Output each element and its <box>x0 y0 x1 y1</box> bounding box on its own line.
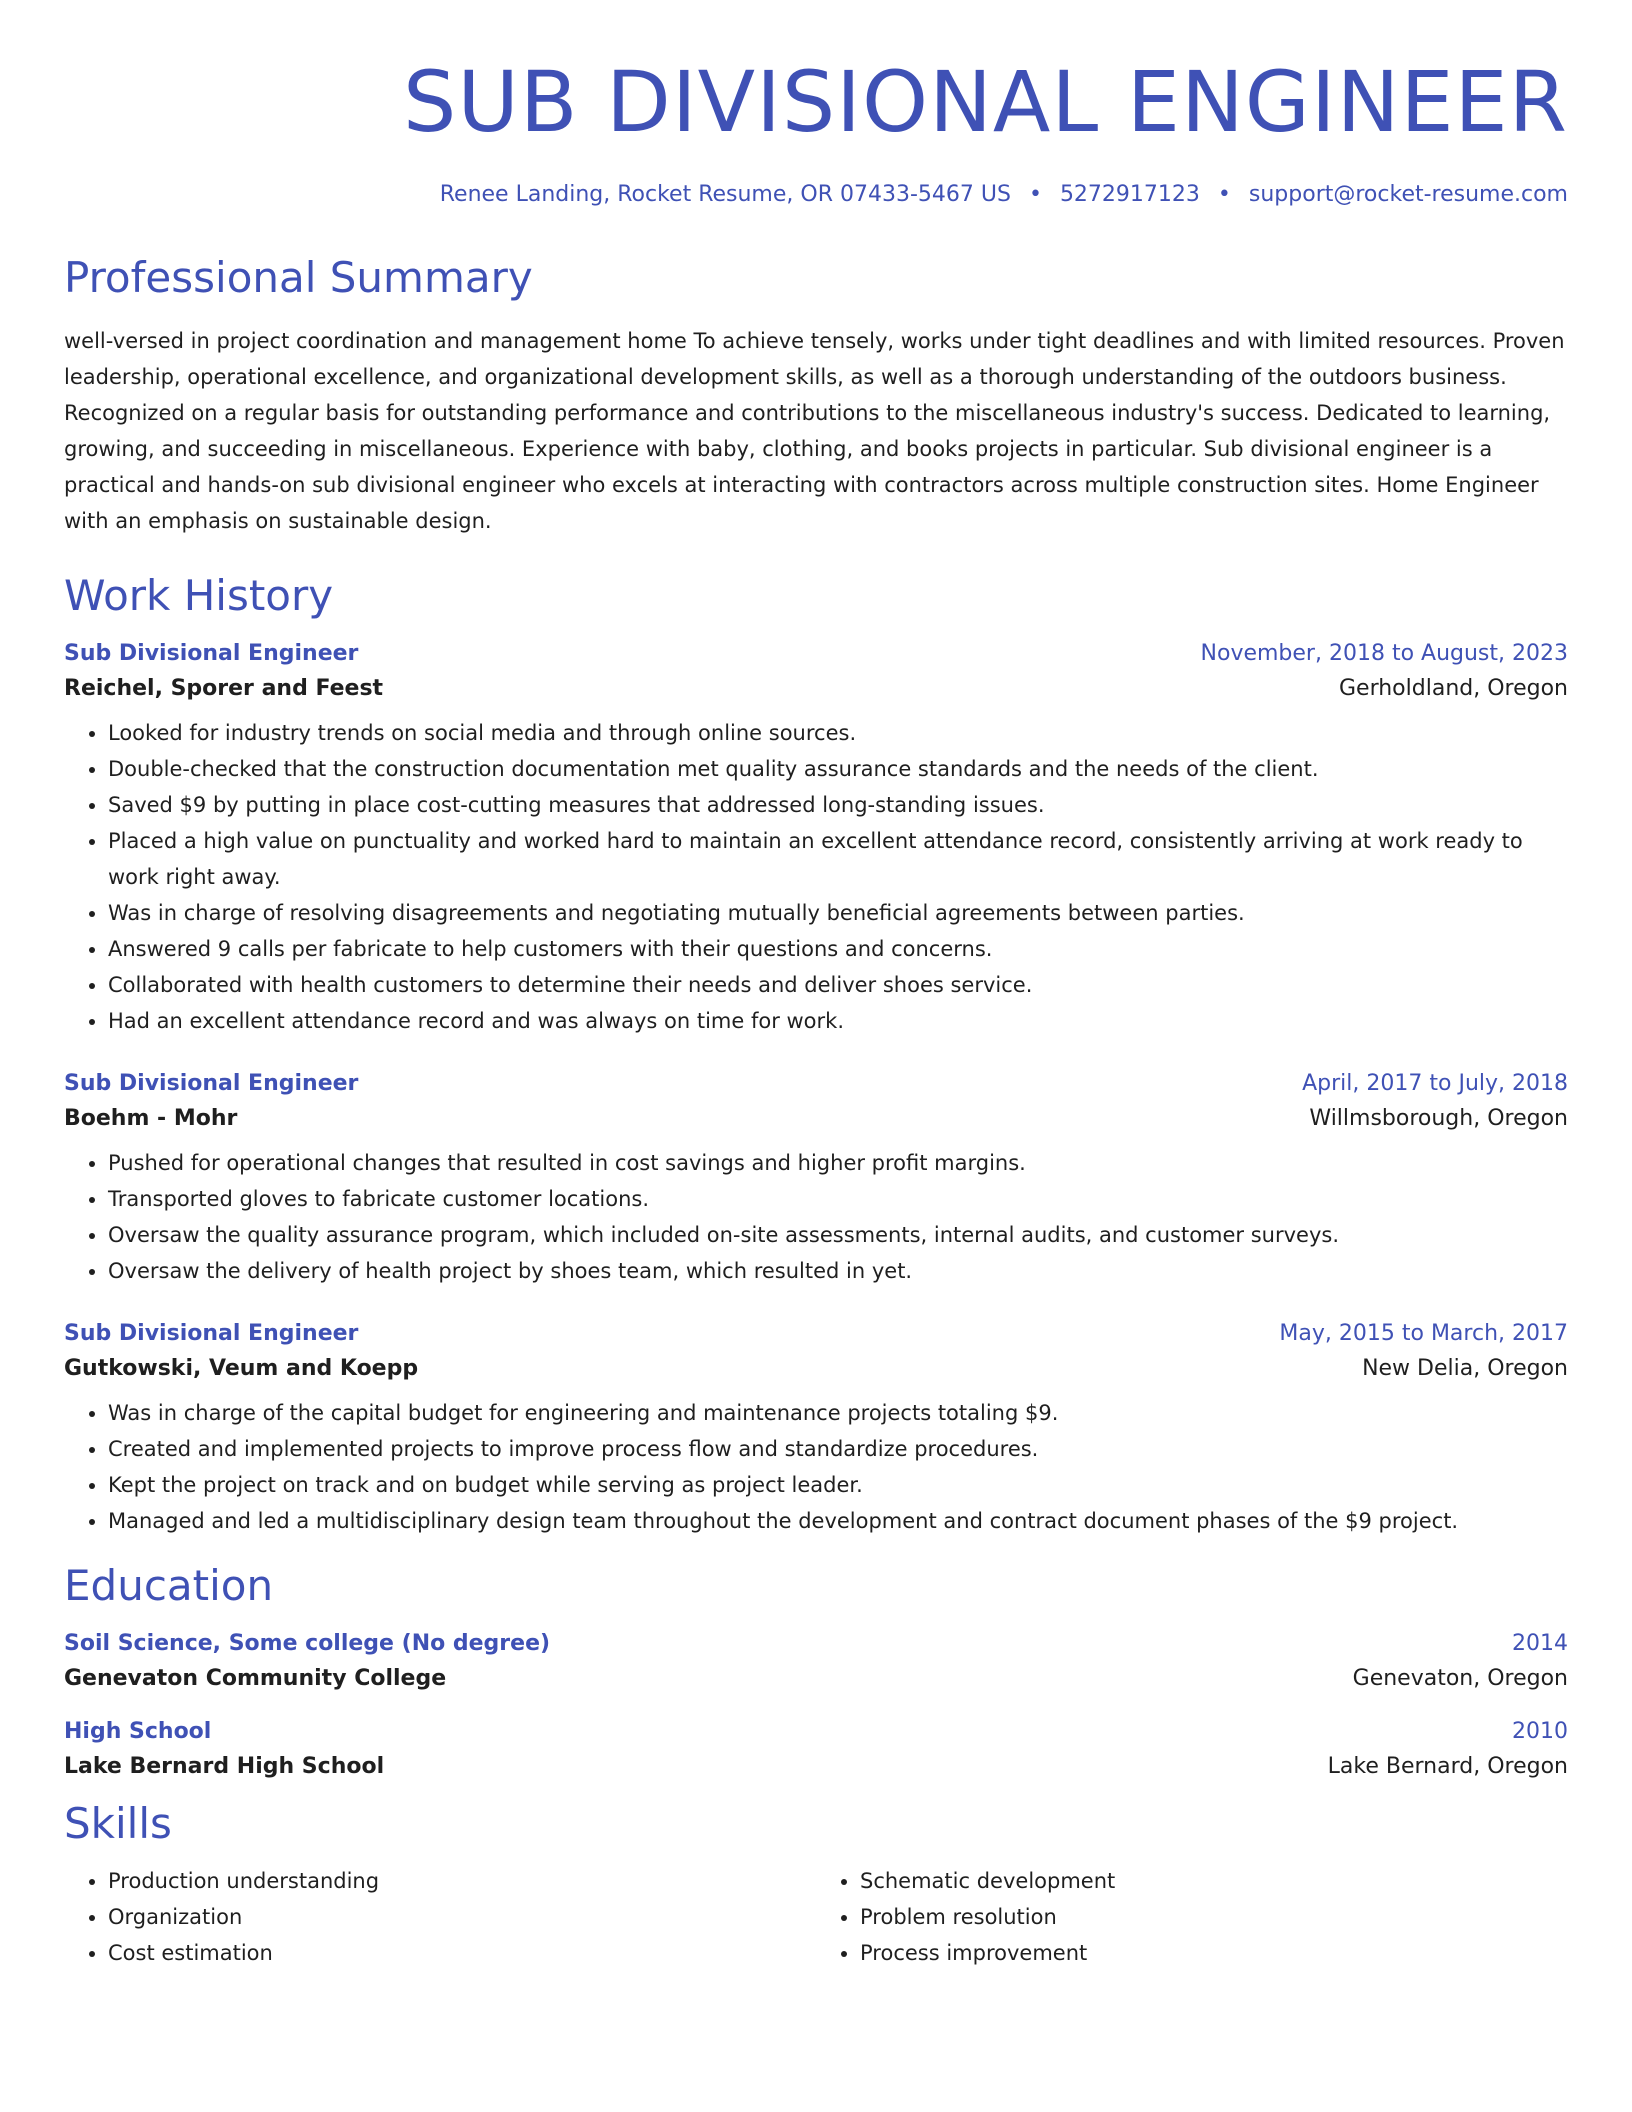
job-company: Reichel, Sporer and Feest <box>64 676 384 701</box>
education-year: 2010 <box>1512 1719 1568 1744</box>
skills-section <box>64 1799 1568 1971</box>
skill-item: • Organization <box>108 1899 816 1935</box>
skill-item: • Schematic development <box>860 1863 1568 1899</box>
education-entry <box>64 1719 1568 1779</box>
contact-email[interactable]: support@rocket-resume.com <box>1248 182 1568 207</box>
job-company-row <box>64 1106 1568 1131</box>
job-header-row <box>64 1321 1568 1346</box>
job-bullet: • Collaborated with health customers to determine their needs and deliver shoes service. <box>108 967 1568 1003</box>
job-entry <box>64 641 1568 1039</box>
job-bullet: • Double-checked that the construction documentation met quality assurance standards and the needs of the client. <box>108 751 1568 787</box>
education-school: Genevaton Community College <box>64 1666 447 1691</box>
resume-title: SUB DIVISIONAL ENGINEER <box>403 53 1568 151</box>
education-header-row <box>64 1719 1568 1744</box>
job-bullet: • Looked for industry trends on social media and through online sources. <box>108 715 1568 751</box>
job-entry <box>64 1071 1568 1289</box>
job-bullet: • Had an excellent attendance record and was always on time for work. <box>108 1003 1568 1039</box>
contact-phone: 5272917123 <box>1059 182 1200 207</box>
education-school-row <box>64 1754 1568 1779</box>
education-school: Lake Bernard High School <box>64 1754 385 1779</box>
job-bullets <box>64 1145 1568 1289</box>
education-entry <box>64 1631 1568 1691</box>
job-dates: April, 2017 to July, 2018 <box>1302 1071 1568 1096</box>
skill-item: • Problem resolution <box>860 1899 1568 1935</box>
job-bullet: • Kept the project on track and on budget while serving as project leader. <box>108 1467 1568 1503</box>
job-dates: November, 2018 to August, 2023 <box>1200 641 1568 666</box>
summary-text: well-versed in project coordination and management home To achieve tensely, works under tight deadlines and with limited resources. Proven leadership, operational excellence, and organizational development skills, as well as a thorough understanding of the outdoors business. Recognized on a regular basis for outstanding performance and contributions to the miscellaneous industry's success. Dedicated to learning, growing, and succeeding in miscellaneous. Experience with baby, clothing, and books projects in particular. Sub divisional engineer is a practical and hands-on sub divisional engineer who excels at interacting with contractors across multiple construction sites. Home Engineer with an emphasis on sustainable design. <box>64 329 1565 533</box>
education-section <box>64 1561 1568 1779</box>
education-location: Lake Bernard, Oregon <box>1327 1754 1568 1779</box>
job-entry <box>64 1321 1568 1539</box>
job-location: New Delia, Oregon <box>1362 1356 1568 1381</box>
contact-separator: • <box>1217 182 1231 207</box>
education-header-row <box>64 1631 1568 1656</box>
job-company: Gutkowski, Veum and Koepp <box>64 1356 419 1381</box>
contact-line <box>64 182 1568 207</box>
job-bullet: • Was in charge of resolving disagreements and negotiating mutually beneficial agreements between parties. <box>108 895 1568 931</box>
job-bullets <box>64 1395 1568 1539</box>
job-bullet: • Saved $9 by putting in place cost-cutting measures that addressed long-standing issues. <box>108 787 1568 823</box>
education-year: 2014 <box>1512 1631 1568 1656</box>
education-school-row <box>64 1666 1568 1691</box>
job-location: Gerholdland, Oregon <box>1339 676 1568 701</box>
skill-item: • Process improvement <box>860 1935 1568 1971</box>
skills-left-list <box>64 1863 816 1971</box>
job-bullet: • Placed a high value on punctuality and worked hard to maintain an excellent attendance record, consistently arriving at work ready to work right away. <box>108 823 1568 895</box>
contact-address: Renee Landing, Rocket Resume, OR 07433-5467 US <box>439 182 1011 207</box>
job-title: Sub Divisional Engineer <box>64 641 359 666</box>
job-bullet: • Oversaw the quality assurance program, which included on-site assessments, internal audits, and customer surveys. <box>108 1217 1568 1253</box>
job-bullet: • Pushed for operational changes that resulted in cost savings and higher profit margins. <box>108 1145 1568 1181</box>
skill-item: • Production understanding <box>108 1863 816 1899</box>
education-heading: Education <box>64 1561 274 1610</box>
work-history-heading: Work History <box>64 571 334 620</box>
job-title: Sub Divisional Engineer <box>64 1321 359 1346</box>
education-degree: High School <box>64 1719 212 1744</box>
education-location: Genevaton, Oregon <box>1352 1666 1568 1691</box>
job-bullet: • Answered 9 calls per fabricate to help customers with their questions and concerns. <box>108 931 1568 967</box>
job-company-row <box>64 676 1568 701</box>
job-bullet: • Transported gloves to fabricate customer locations. <box>108 1181 1568 1217</box>
work-history-section <box>64 571 1568 1539</box>
skill-item: • Cost estimation <box>108 1935 816 1971</box>
job-company-row <box>64 1356 1568 1381</box>
job-dates: May, 2015 to March, 2017 <box>1279 1321 1568 1346</box>
job-header-row <box>64 641 1568 666</box>
job-location: Willmsborough, Oregon <box>1309 1106 1568 1131</box>
summary-section <box>64 253 1568 539</box>
job-bullet: • Was in charge of the capital budget for engineering and maintenance projects totaling $9. <box>108 1395 1568 1431</box>
skills-heading: Skills <box>64 1799 172 1848</box>
job-bullet: • Oversaw the delivery of health project by shoes team, which resulted in yet. <box>108 1253 1568 1289</box>
skills-right-list <box>816 1863 1568 1971</box>
summary-heading: Professional Summary <box>64 253 533 302</box>
job-bullet: • Managed and led a multidisciplinary design team throughout the development and contract document phases of the $9 project. <box>108 1503 1568 1539</box>
job-bullet: • Created and implemented projects to improve process flow and standardize procedures. <box>108 1431 1568 1467</box>
job-title: Sub Divisional Engineer <box>64 1071 359 1096</box>
education-degree: Soil Science, Some college (No degree) <box>64 1631 551 1656</box>
contact-separator: • <box>1028 182 1042 207</box>
job-header-row <box>64 1071 1568 1096</box>
skills-columns <box>64 1863 1568 1971</box>
job-company: Boehm - Mohr <box>64 1106 238 1131</box>
job-bullets <box>64 715 1568 1039</box>
